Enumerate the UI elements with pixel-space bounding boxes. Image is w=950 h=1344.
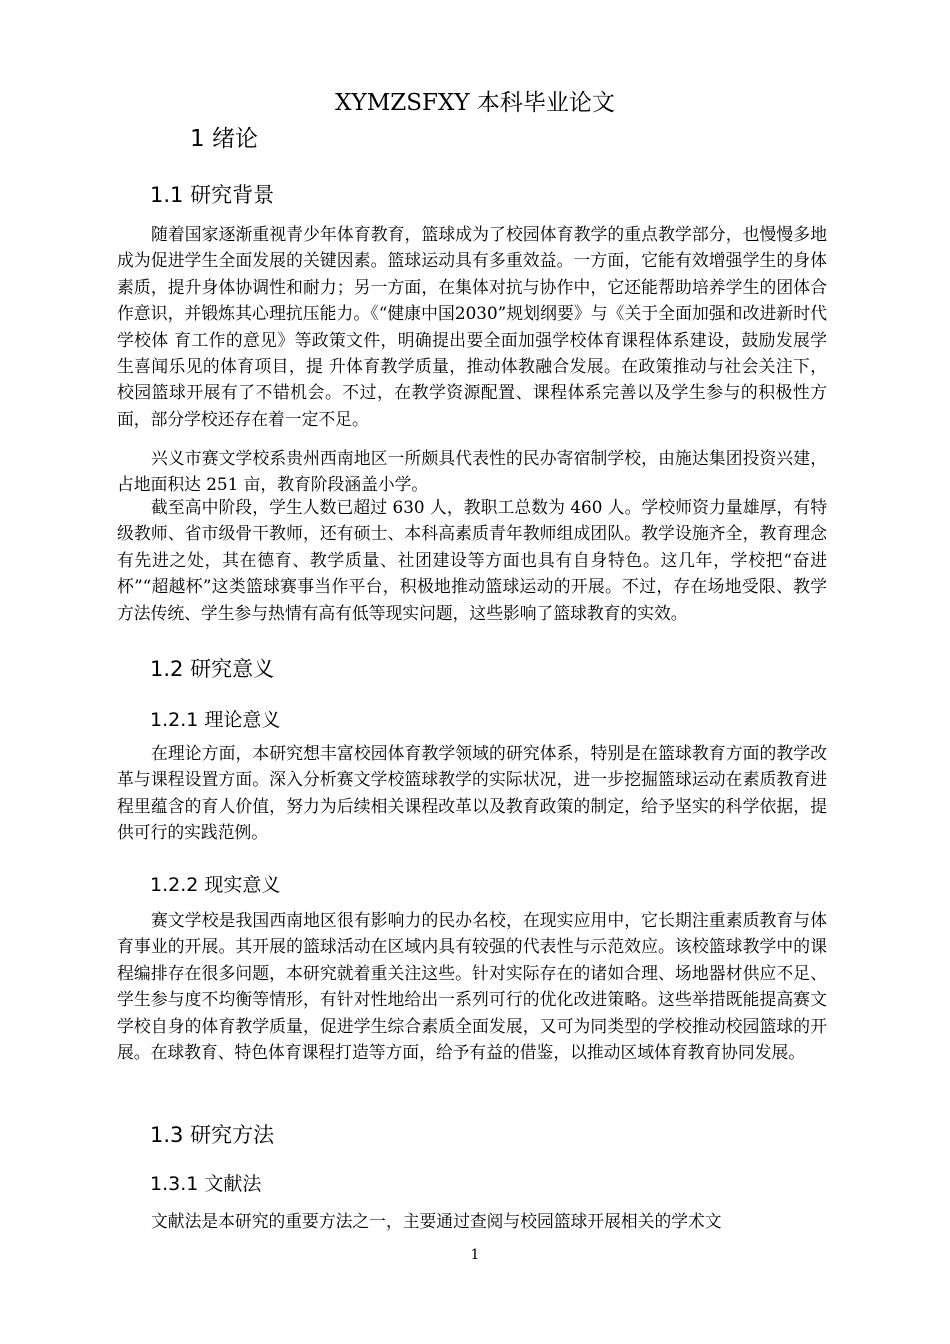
paragraph-research-background: 随着国家逐渐重视青少年体育教育，篮球成为了校园体育教学的重点教学部分，也慢慢多地成为促进学生全面发展的关键因素。篮球运动具有多重效益。一方面，它能有效增强学生的身体素质，提升身体协调性和耐力；另一方面，在集体对抗与协作中，它还能帮助培养学生的团体合作意识，并锻炼其心理抗压能力。《“健康中国2030”规划纲要》与《关于全面加强和改进新时代学校体 育工作的意见》等政策文件，明确提出要全面加强学校体育课程体系建设，鼓励发展学生喜闻乐见的体育项目，提 升体育教学质量，推动体教融合发展。在政策推动与社会关注下，校园篮球开展有了不错机会。不过，在教学资源配置、课程体系完善以及学生参与的积极性方面，部分学校还存在着一定不足。 — [117, 224, 827, 429]
subsection-heading-1-3-1: 1.3.1 文献法 — [150, 1173, 262, 1195]
section-heading-1-3: 1.3 研究方法 — [150, 1123, 275, 1147]
paragraph-school-intro: 兴义市赛文学校系贵州西南地区一所颇具代表性的民办寄宿制学校，由施达集团投资兴建，占地面积达 251 亩，教育阶段涵盖小学。 — [117, 448, 827, 495]
section-heading-1-2: 1.2 研究意义 — [150, 657, 275, 681]
paragraph-literature-method: 文献法是本研究的重要方法之一，主要通过查阅与校园篮球开展相关的学术文 — [151, 1211, 722, 1231]
paragraph-practical-significance: 赛文学校是我国西南地区很有影响力的民办名校，在现实应用中，它长期注重素质教育与体育事业的开展。其开展的篮球活动在区域内具有较强的代表性与示范效应。该校篮球教学中的课程编排存在很多问题，本研究就着重关注这些。针对实际存在的诸如合理、场地器材供应不足、学生参与度不均衡等情形，有针对性地给出一系列可行的优化改进策略。这些举措既能提高赛文学校自身的体育教学质量，促进学生综合素质全面发展，又可为同类型的学校推动校园篮球的开展。在球教育、特色体育课程打造等方面，给予有益的借鉴，以推动区域体育教育协同发展。 — [117, 910, 827, 1063]
paragraph-theoretical-significance: 在理论方面，本研究想丰富校园体育教学领域的研究体系，特别是在篮球教育方面的教学改革与课程设置方面。深入分析赛文学校篮球教学的实际状况，进一步挖掘篮球运动在素质教育进程里蕴含的育人价值，努力为后续相关课程改革以及教育政策的制定，给予坚实的科学依据，提供可行的实践范例。 — [117, 743, 827, 843]
paragraph-school-stats: 截至高中阶段，学生人数已超过 630 人，教职工总数为 460 人。学校师资力量雄厚，有特级教师、省市级骨干教师，还有硕士、本科高素质青年教师组成团队。教学设施齐全，教育理念有先进之处，其在德育、教学质量、社团建设等方面也具有自身特色。这几年，学校把“奋进杯”“超越杯”这类篮球赛事当作平台，积极地推动篮球运动的开展。不过，存在场地受限、教学方法传统、学生参与热情有高有低等现实问题，这些影响了篮球教育的实效。 — [117, 497, 827, 623]
page-number: 1 — [470, 1247, 480, 1263]
chapter-title: 1 绪论 — [190, 126, 258, 152]
running-header: XYMZSFXY 本科毕业论文 — [335, 90, 615, 116]
subsection-heading-1-2-1: 1.2.1 理论意义 — [150, 709, 281, 731]
subsection-heading-1-2-2: 1.2.2 现实意义 — [150, 874, 281, 896]
section-heading-1-1: 1.1 研究背景 — [150, 183, 275, 207]
